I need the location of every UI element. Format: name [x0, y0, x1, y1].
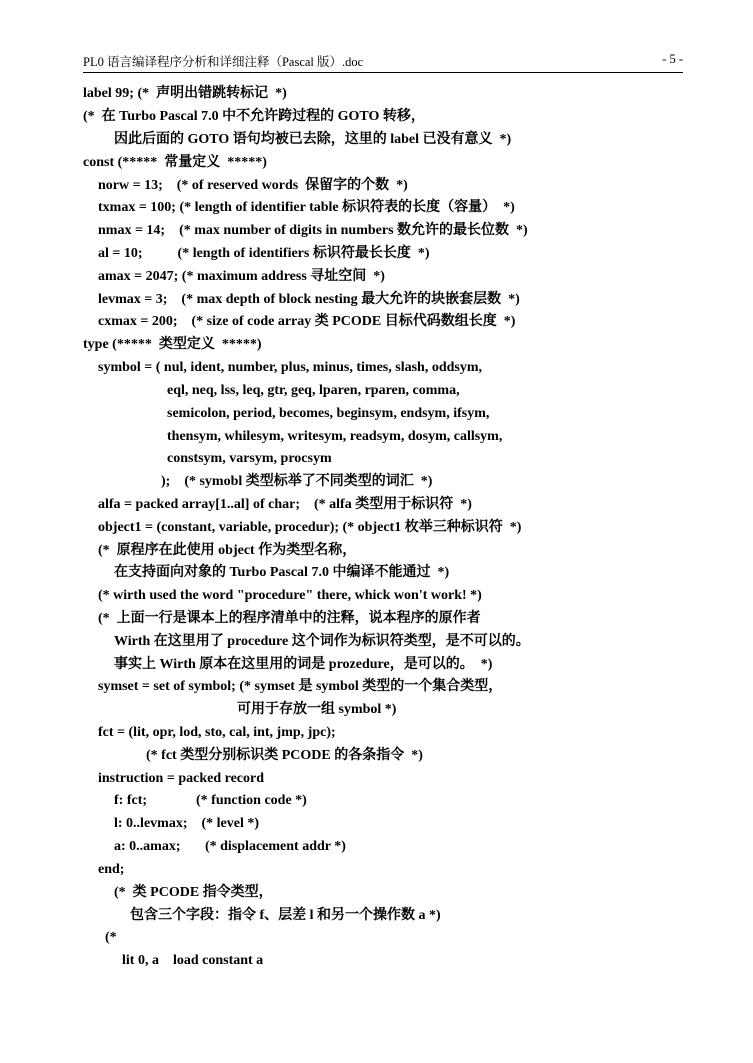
code-line: (* [105, 930, 117, 945]
code-line: instruction = packed record [98, 771, 264, 786]
code-line: 事实上 Wirth 原本在这里用的词是 prozedure，是可以的。 *) [114, 657, 493, 672]
code-line: nmax = 14; (* max number of digits in numbers 数允许的最长位数 *) [98, 223, 528, 238]
code-line: amax = 2047; (* maximum address 寻址空间 *) [98, 269, 385, 284]
code-line: (* 上面一行是课本上的程序清单中的注释，说本程序的原作者 [98, 611, 481, 626]
code-line: const (***** 常量定义 *****) [83, 155, 267, 170]
code-line: (* fct 类型分别标识类 PCODE 的各条指令 *) [146, 748, 423, 763]
code-line: (* wirth used the word "procedure" there, whick won't work! *) [98, 588, 482, 603]
document-title: PL0 语言编译程序分析和详细注释（Pascal 版）.doc [83, 55, 364, 69]
code-line: (* 在 Turbo Pascal 7.0 中不允许跨过程的 GOTO 转移， [83, 109, 425, 124]
code-line: al = 10; (* length of identifiers 标识符最长长度 *) [98, 246, 430, 261]
code-line: (* 类 PCODE 指令类型， [114, 885, 273, 900]
code-line: norw = 13; (* of reserved words 保留字的个数 *) [98, 178, 408, 193]
code-line: 因此后面的 GOTO 语句均被已去除，这里的 label 已没有意义 *) [114, 132, 512, 147]
code-line: thensym, whilesym, writesym, readsym, dosym, callsym, [167, 429, 503, 444]
document-header [83, 52, 683, 70]
code-line: fct = (lit, opr, lod, sto, cal, int, jmp, jpc); [98, 725, 336, 740]
code-line: (* 原程序在此使用 object 作为类型名称， [98, 543, 357, 558]
code-line: constsym, varsym, procsym [167, 451, 332, 466]
page-number: - 5 - [662, 52, 683, 66]
code-line: eql, neq, lss, leq, gtr, geq, lparen, rparen, comma, [167, 383, 460, 398]
code-line: symset = set of symbol; (* symset 是 symbol 类型的一个集合类型， [98, 679, 503, 694]
code-line: cxmax = 200; (* size of code array 类 PCODE 目标代码数组长度 *) [98, 314, 516, 329]
code-line: lit 0, a load constant a [122, 953, 264, 968]
code-line: alfa = packed array[1..al] of char; (* alfa 类型用于标识符 *) [98, 497, 472, 512]
code-line: l: 0..levmax; (* level *) [114, 816, 260, 831]
code-line: 包含三个字段：指令 f、层差 l 和另一个操作数 a *) [130, 908, 441, 923]
code-line: type (***** 类型定义 *****) [83, 337, 262, 352]
code-line: a: 0..amax; (* displacement addr *) [114, 839, 346, 854]
code-line: Wirth 在这里用了 procedure 这个词作为标识符类型，是不可以的。 [114, 634, 530, 649]
code-line: semicolon, period, becomes, beginsym, endsym, ifsym, [167, 406, 490, 421]
code-line: end; [98, 862, 125, 877]
code-line: txmax = 100; (* length of identifier table 标识符表的长度（容量） *) [98, 200, 515, 215]
code-line: 可用于存放一组 symbol *) [237, 702, 397, 717]
code-line: f: fct; (* function code *) [114, 793, 307, 808]
code-line: levmax = 3; (* max depth of block nesting 最大允许的块嵌套层数 *) [98, 292, 520, 307]
code-line: symbol = ( nul, ident, number, plus, minus, times, slash, oddsym, [98, 360, 483, 375]
header-rule [83, 72, 683, 73]
code-line: ); (* symobl 类型标举了不同类型的词汇 *) [161, 474, 433, 489]
code-line: label 99; (* 声明出错跳转标记 *) [83, 86, 287, 101]
code-line: object1 = (constant, variable, procedur); (* object1 枚举三种标识符 *) [98, 520, 522, 535]
code-line: 在支持面向对象的 Turbo Pascal 7.0 中编译不能通过 *) [114, 565, 450, 580]
